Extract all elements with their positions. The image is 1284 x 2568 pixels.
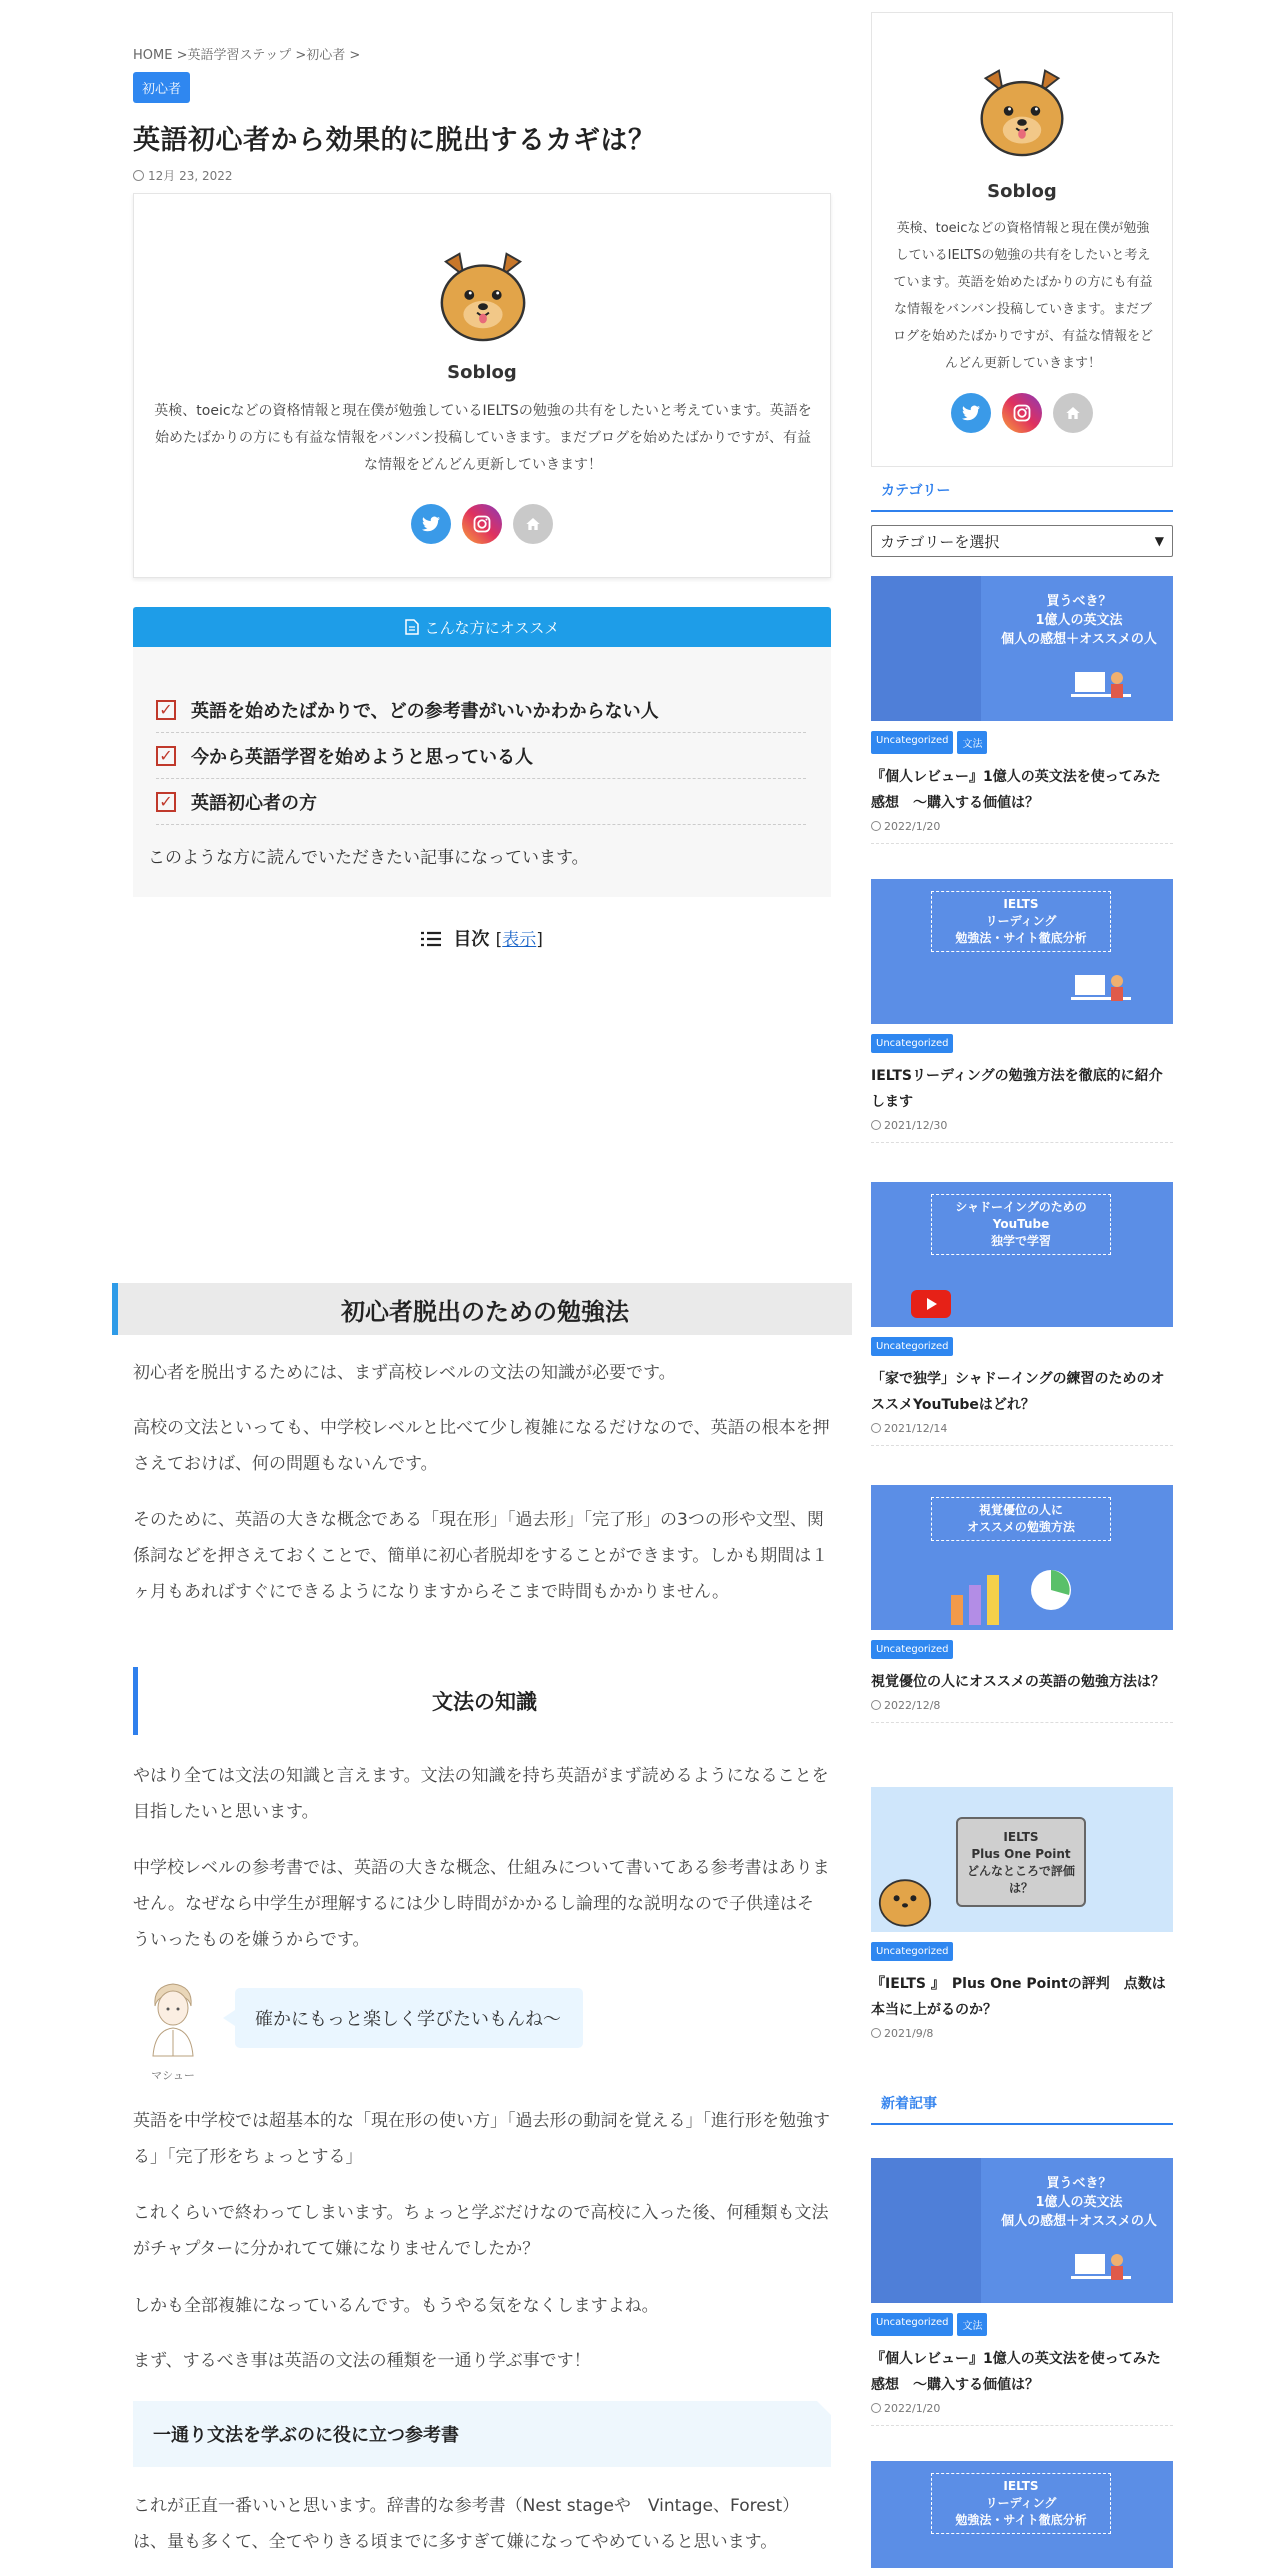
- thumbnail-caption: 買うべき？ 1億人の英文法 個人の感想＋オススメの人: [1001, 2176, 1157, 2229]
- home-icon[interactable]: [513, 504, 553, 544]
- new-post-card[interactable]: [871, 2461, 1173, 2568]
- checkbox-icon: ✓: [156, 746, 176, 766]
- paragraph: しかも全部複雑になっているんです。もうやる気をなくしますよね。: [133, 2296, 659, 2316]
- author-box: [133, 193, 831, 578]
- sidebar-post-card[interactable]: [871, 1787, 1173, 2040]
- post-date: [871, 1119, 1173, 1132]
- badge-row: [871, 1942, 1173, 1961]
- sidebar-post-card[interactable]: [871, 1182, 1173, 1446]
- post-date-text: 2022/1/20: [884, 820, 941, 833]
- section-heading: 初心者脱出のための勉強法: [112, 1283, 852, 1335]
- post-title-link[interactable]: 「家で独学」シャドーイングの練習のためのオススメYouTubeはどれ？: [871, 1371, 1165, 1413]
- post-title-link[interactable]: 『個人レビュー』1億人の英文法を使ってみた感想 〜購入する価値は？: [871, 769, 1161, 811]
- table-of-contents: [133, 925, 831, 951]
- divider: [871, 1445, 1173, 1446]
- clock-icon: [871, 1423, 881, 1433]
- category-tag[interactable]: 初心者: [133, 72, 190, 103]
- desk-icon: [1071, 668, 1131, 708]
- instagram-icon[interactable]: [462, 504, 502, 544]
- paragraph: まず、するべき事は英語の文法の種類を一通り学ぶ事です！: [133, 2351, 591, 2371]
- recommend-header: [133, 607, 831, 647]
- clock-icon: [871, 1700, 881, 1710]
- recommend-box: [133, 607, 831, 897]
- thumbnail-caption: 視覚優位の人に オススメの勉強方法: [931, 1497, 1111, 1541]
- post-date: [871, 1699, 1173, 1712]
- paragraph: やはり全ては文法の知識と言えます。文法の知識を持ち英語がまず読めるようになることを目指したいと思います。: [133, 1766, 829, 1822]
- author-name: Soblog: [447, 362, 517, 383]
- badge-row: [871, 1640, 1173, 1659]
- post-thumbnail[interactable]: [871, 1787, 1173, 1932]
- post-thumbnail[interactable]: [871, 1182, 1173, 1327]
- post-date: [133, 167, 233, 184]
- paragraph: 中学校レベルの参考書では、英語の大きな概念、仕組みについて書いてある参考書はありません。なぜなら中学生が理解するには少し時間がかかるし論理的な説明なので子供達はそういったものを嫌うからです。: [133, 1858, 830, 1950]
- desk-icon: [1071, 2250, 1131, 2290]
- category-badge[interactable]: 文法: [957, 2313, 987, 2336]
- post-date: [871, 2027, 1173, 2040]
- post-date-text: 2021/12/30: [884, 1119, 948, 1132]
- post-date-text: 2021/12/14: [884, 1422, 948, 1435]
- sidebar-social-links: [872, 393, 1172, 433]
- paragraph: 初心者を脱出するためには、まず高校レベルの文法の知識が必要です。: [133, 1363, 676, 1383]
- toc-show-link[interactable]: 表示: [502, 930, 537, 950]
- post-thumbnail[interactable]: [871, 2461, 1173, 2568]
- speech-balloon: [133, 1978, 831, 2088]
- post-date-text: 2022/1/20: [884, 2402, 941, 2415]
- post-thumbnail[interactable]: [871, 576, 1173, 721]
- dog-avatar-icon: [875, 1867, 935, 1927]
- paragraph: 英語を中学校では超基本的な「現在形の使い方」「過去形の動詞を覚える」「進行形を勉強する」「完了形をちょっとする」: [133, 2111, 830, 2167]
- sidebar-author-name: Soblog: [987, 181, 1057, 202]
- thumbnail-caption: 買うべき？ 1億人の英文法 個人の感想＋オススメの人: [1001, 594, 1157, 647]
- chevron-down-icon: ▼: [1154, 534, 1164, 548]
- youtube-icon: [911, 1290, 951, 1318]
- social-links: [134, 504, 830, 544]
- post-title-link[interactable]: 視覚優位の人にオススメの英語の勉強方法は？: [871, 1674, 1165, 1690]
- dog-avatar-icon: [974, 61, 1070, 157]
- paragraph: 高校の文法といっても、中学校レベルと比べて少し複雑になるだけなので、英語の根本を押さえておけば、何の問題もないんです。: [133, 1418, 830, 1474]
- twitter-icon[interactable]: [411, 504, 451, 544]
- clock-icon: [871, 2403, 881, 2413]
- category-badge[interactable]: 文法: [957, 731, 987, 754]
- list-icon: [421, 931, 441, 947]
- badge-row: [871, 1034, 1173, 1053]
- clock-icon: [871, 821, 881, 831]
- thumbnail-caption: IELTS リーディング 勉強法・サイト徹底分析: [931, 2473, 1111, 2534]
- bar-chart-icon: [931, 1555, 1131, 1625]
- list-item-text: 今から英語学習を始めようと思っている人: [191, 746, 533, 768]
- character-avatar-icon: [143, 1978, 203, 2058]
- post-thumbnail[interactable]: [871, 2158, 1173, 2303]
- instagram-icon[interactable]: [1002, 393, 1042, 433]
- checkbox-icon: ✓: [156, 792, 176, 812]
- category-badge[interactable]: Uncategorized: [871, 1034, 953, 1053]
- divider: [871, 2425, 1173, 2426]
- clock-icon: [871, 1120, 881, 1130]
- post-date: [871, 1422, 1173, 1435]
- list-item: [156, 779, 806, 825]
- sidebar-post-card[interactable]: [871, 1485, 1173, 1723]
- post-thumbnail[interactable]: [871, 1485, 1173, 1630]
- paragraph: これが正直一番いいと思います。辞書的な参考書（Nest stageや Vintage、Forest）は、量も多くて、全てやりきる頃までに多すぎて嫌になってやめていると思います。: [133, 2496, 800, 2552]
- character-name: マシュー: [151, 2069, 195, 2082]
- new-posts-heading: 新着記事: [871, 2091, 1173, 2125]
- paragraph: これくらいで終わってしまいます。ちょっと学ぶだけなので高校に入った後、何種類も文法がチャプターに分かれてて嫌になりませんでしたか？: [133, 2203, 829, 2259]
- desk-icon: [1071, 971, 1131, 1011]
- post-title-link[interactable]: 『個人レビュー』1億人の英文法を使ってみた感想 〜購入する価値は？: [871, 2351, 1161, 2393]
- divider: [871, 1722, 1173, 1723]
- post-date-text: 2021/9/8: [884, 2027, 934, 2040]
- twitter-icon[interactable]: [951, 393, 991, 433]
- category-select-value: カテゴリーを選択: [880, 532, 1000, 551]
- category-heading: カテゴリー: [871, 478, 1173, 512]
- post-date-text: 2022/12/8: [884, 1699, 941, 1712]
- clock-icon: [133, 170, 144, 181]
- breadcrumb[interactable]: HOME >英語学習ステップ >初心者 >: [133, 48, 361, 63]
- post-date: [871, 820, 1173, 833]
- recommend-header-label: こんな方にオススメ: [424, 618, 560, 637]
- toc-label: 目次: [453, 929, 490, 950]
- category-badge[interactable]: Uncategorized: [871, 731, 953, 754]
- sidebar-post-card[interactable]: [871, 879, 1173, 1143]
- sidebar-author-description: 英検、toeicなどの資格情報と現在僕が勉強しているIELTSの勉強の共有をしたいと考えています。英語を始めたばかりの方にも有益な情報をバンバン投稿していきます。まだブログを始めたばかりですが、有益な情報をどんどん更新していきます！: [892, 221, 1153, 371]
- reference-box-title: 一通り文法を学ぶのに役に立つ参考書: [133, 2401, 831, 2467]
- checkbox-icon: ✓: [156, 700, 176, 720]
- category-badge[interactable]: Uncategorized: [871, 1337, 953, 1356]
- badge-row: [871, 731, 1173, 754]
- thumbnail-caption: IELTS Plus One Point どんなところで評価は？: [956, 1817, 1086, 1907]
- post-date: [871, 2402, 1173, 2415]
- list-item-text: 英語初心者の方: [191, 792, 317, 814]
- category-select[interactable]: [871, 525, 1173, 557]
- category-badge[interactable]: Uncategorized: [871, 1942, 953, 1961]
- sidebar-profile: [871, 12, 1173, 467]
- thumbnail-caption: シャドーイングのための YouTube 独学で学習: [931, 1194, 1111, 1255]
- thumbnail-caption: IELTS リーディング 勉強法・サイト徹底分析: [931, 891, 1111, 952]
- list-item-text: 英語を始めたばかりで、どの参考書がいいかわからない人: [191, 700, 659, 722]
- post-thumbnail[interactable]: [871, 879, 1173, 1024]
- category-badge[interactable]: Uncategorized: [871, 2313, 953, 2336]
- divider: [871, 843, 1173, 844]
- recommend-list: [156, 687, 806, 825]
- recommend-footer: このような方に読んでいただきたい記事になっています。: [148, 848, 589, 868]
- speech-bubble: 確かにもっと楽しく学びたいもんね〜: [235, 1988, 583, 2048]
- paragraph: そのために、英語の大きな概念である「現在形」「過去形」「完了形」の3つの形や文型、関係詞などを押さえておくことで、簡単に初心者脱却をすることができます。しかも期間は１ヶ月もあればすぐにできるようになりますからそこまで時間もかかりません。: [133, 1510, 829, 1602]
- dog-avatar-icon: [434, 244, 532, 342]
- author-description: 英検、toeicなどの資格情報と現在僕が勉強しているIELTSの勉強の共有をしたいと考えています。英語を始めたばかりの方にも有益な情報をバンバン投稿していきます。まだブログを始めたばかりですが、有益な情報をどんどん更新していきます！: [154, 403, 812, 473]
- badge-row: [871, 2313, 1173, 2336]
- document-icon: [405, 619, 419, 635]
- post-title-link[interactable]: 『IELTS 』 Plus One Pointの評判 点数は本当に上がるのか？: [871, 1976, 1166, 2018]
- clock-icon: [871, 2028, 881, 2038]
- post-title-link[interactable]: IELTSリーディングの勉強方法を徹底的に紹介します: [871, 1068, 1163, 1110]
- home-icon[interactable]: [1053, 393, 1093, 433]
- new-post-card[interactable]: [871, 2158, 1173, 2426]
- post-date-text: 12月 23, 2022: [148, 169, 233, 183]
- badge-row: [871, 1337, 1173, 1356]
- divider: [871, 1142, 1173, 1143]
- subsection-heading: 文法の知識: [133, 1667, 831, 1735]
- category-badge[interactable]: Uncategorized: [871, 1640, 953, 1659]
- sidebar-post-card[interactable]: [871, 576, 1173, 844]
- list-item: [156, 733, 806, 779]
- page-title: 英語初心者から効果的に脱出するカギは？: [133, 125, 656, 156]
- toc-toggle: [表示]: [495, 930, 543, 950]
- list-item: [156, 687, 806, 733]
